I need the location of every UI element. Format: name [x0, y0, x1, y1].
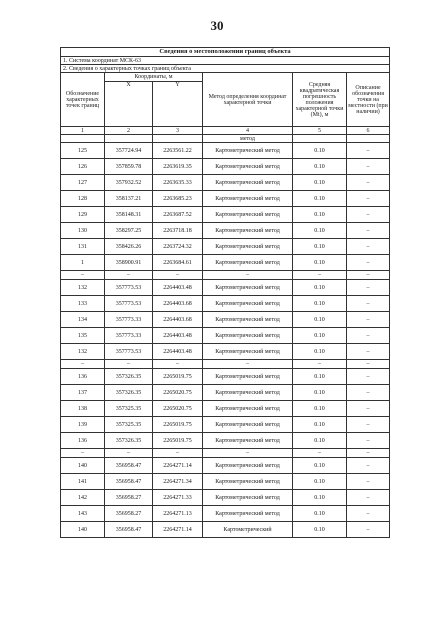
- method-cell: Картометрический метод: [203, 159, 293, 175]
- y-cell: 2264403.48: [153, 328, 203, 344]
- description-cell: –: [347, 385, 390, 401]
- table-row: [61, 474, 390, 490]
- y-cell: –: [153, 271, 203, 280]
- point-cell: 131: [61, 239, 105, 255]
- y-cell: 2264403.48: [153, 344, 203, 360]
- precision-cell: 0.10: [293, 296, 347, 312]
- point-cell: 138: [61, 401, 105, 417]
- header-designation: Обозначение характерных точек границ: [61, 73, 105, 127]
- table-row: [61, 223, 390, 239]
- precision-cell: 0.10: [293, 239, 347, 255]
- x-cell: 356958.27: [105, 490, 153, 506]
- table-row: [61, 239, 390, 255]
- y-cell: 2264403.48: [153, 280, 203, 296]
- method-cell: Картометрический метод: [203, 255, 293, 271]
- continuation-cell: [293, 135, 347, 143]
- continuation-cell: [347, 135, 390, 143]
- method-cell: Картометрический: [203, 522, 293, 538]
- continuation-method: метод: [203, 135, 293, 143]
- precision-cell: 0.10: [293, 159, 347, 175]
- table-row: [61, 328, 390, 344]
- precision-cell: –: [293, 271, 347, 280]
- header-x: X: [105, 82, 153, 127]
- y-cell: 2263561.22: [153, 143, 203, 159]
- point-cell: 132: [61, 280, 105, 296]
- description-cell: –: [347, 344, 390, 360]
- point-cell: 132: [61, 344, 105, 360]
- method-cell: Картометрический метод: [203, 344, 293, 360]
- method-cell: Картометрический метод: [203, 417, 293, 433]
- y-cell: 2264403.68: [153, 296, 203, 312]
- table-row: [61, 255, 390, 271]
- y-cell: 2263687.52: [153, 207, 203, 223]
- y-cell: 2264271.14: [153, 458, 203, 474]
- point-cell: 139: [61, 417, 105, 433]
- table-row: [61, 522, 390, 538]
- y-cell: 2265019.75: [153, 433, 203, 449]
- y-cell: 2263718.18: [153, 223, 203, 239]
- precision-cell: 0.10: [293, 417, 347, 433]
- description-cell: –: [347, 159, 390, 175]
- point-cell: –: [61, 360, 105, 369]
- method-cell: Картометрический метод: [203, 175, 293, 191]
- continuation-cell: [61, 135, 105, 143]
- point-cell: 1: [61, 255, 105, 271]
- precision-cell: 0.10: [293, 328, 347, 344]
- point-cell: 130: [61, 223, 105, 239]
- description-cell: –: [347, 328, 390, 344]
- table-row: [61, 458, 390, 474]
- header-description: Описание обозначения точки на местности (при наличии): [347, 73, 390, 127]
- header-y: Y: [153, 82, 203, 127]
- method-cell: Картометрический метод: [203, 280, 293, 296]
- x-cell: 358148.31: [105, 207, 153, 223]
- y-cell: 2265020.75: [153, 385, 203, 401]
- point-cell: 134: [61, 312, 105, 328]
- precision-cell: 0.10: [293, 223, 347, 239]
- y-cell: –: [153, 360, 203, 369]
- table-row: [61, 312, 390, 328]
- y-cell: 2265020.75: [153, 401, 203, 417]
- point-cell: 126: [61, 159, 105, 175]
- description-cell: –: [347, 401, 390, 417]
- x-cell: 358900.91: [105, 255, 153, 271]
- description-cell: –: [347, 223, 390, 239]
- description-cell: –: [347, 449, 390, 458]
- precision-cell: 0.10: [293, 175, 347, 191]
- table-row: [61, 175, 390, 191]
- precision-cell: 0.10: [293, 280, 347, 296]
- point-cell: –: [61, 271, 105, 280]
- table-row: [61, 207, 390, 223]
- point-cell: 135: [61, 328, 105, 344]
- point-cell: 136: [61, 369, 105, 385]
- separator-row: [61, 271, 390, 280]
- x-cell: 357326.35: [105, 433, 153, 449]
- header-precision: Средняя квадратическая погрешность положения характерной точки (Mt), м: [293, 73, 347, 127]
- precision-cell: 0.10: [293, 369, 347, 385]
- x-cell: 358426.26: [105, 239, 153, 255]
- y-cell: –: [153, 449, 203, 458]
- x-cell: 357932.52: [105, 175, 153, 191]
- precision-cell: 0.10: [293, 490, 347, 506]
- description-cell: –: [347, 417, 390, 433]
- description-cell: –: [347, 271, 390, 280]
- precision-cell: –: [293, 360, 347, 369]
- method-cell: Картометрический метод: [203, 401, 293, 417]
- point-cell: 125: [61, 143, 105, 159]
- point-cell: 129: [61, 207, 105, 223]
- y-cell: 2264271.33: [153, 490, 203, 506]
- description-cell: –: [347, 191, 390, 207]
- x-cell: –: [105, 271, 153, 280]
- method-cell: Картометрический метод: [203, 239, 293, 255]
- x-cell: 357325.35: [105, 401, 153, 417]
- precision-cell: 0.10: [293, 385, 347, 401]
- boundary-points-table: [60, 47, 390, 538]
- method-cell: Картометрический метод: [203, 385, 293, 401]
- column-number: 6: [347, 127, 390, 135]
- x-cell: 357773.33: [105, 328, 153, 344]
- description-cell: –: [347, 522, 390, 538]
- header-method: Метод определения координат характерной точки: [203, 73, 293, 127]
- precision-cell: –: [293, 449, 347, 458]
- x-cell: 357325.35: [105, 417, 153, 433]
- method-cell: Картометрический метод: [203, 191, 293, 207]
- header-coordinates: Координаты, м: [105, 73, 203, 82]
- table-row: [61, 433, 390, 449]
- table-row: [61, 417, 390, 433]
- table-row: [61, 385, 390, 401]
- description-cell: –: [347, 255, 390, 271]
- y-cell: 2265019.75: [153, 417, 203, 433]
- column-number: 1: [61, 127, 105, 135]
- method-cell: Картометрический метод: [203, 506, 293, 522]
- y-cell: 2263685.23: [153, 191, 203, 207]
- x-cell: 356958.47: [105, 474, 153, 490]
- x-cell: 357326.35: [105, 369, 153, 385]
- y-cell: 2264403.68: [153, 312, 203, 328]
- y-cell: 2264271.34: [153, 474, 203, 490]
- column-number: 2: [105, 127, 153, 135]
- point-cell: 136: [61, 433, 105, 449]
- description-cell: –: [347, 474, 390, 490]
- method-cell: Картометрический метод: [203, 369, 293, 385]
- precision-cell: 0.10: [293, 143, 347, 159]
- x-cell: 358297.25: [105, 223, 153, 239]
- y-cell: 2263724.32: [153, 239, 203, 255]
- precision-cell: 0.10: [293, 458, 347, 474]
- table-row: [61, 191, 390, 207]
- precision-cell: 0.10: [293, 191, 347, 207]
- point-cell: 140: [61, 522, 105, 538]
- x-cell: 357724.94: [105, 143, 153, 159]
- point-cell: 137: [61, 385, 105, 401]
- y-cell: 2265019.75: [153, 369, 203, 385]
- precision-cell: 0.10: [293, 474, 347, 490]
- x-cell: –: [105, 360, 153, 369]
- continuation-cell: [153, 135, 203, 143]
- method-cell: Картометрический метод: [203, 474, 293, 490]
- column-number: 4: [203, 127, 293, 135]
- precision-cell: 0.10: [293, 401, 347, 417]
- method-cell: Картометрический метод: [203, 223, 293, 239]
- point-cell: –: [61, 449, 105, 458]
- description-cell: –: [347, 433, 390, 449]
- x-cell: 357773.53: [105, 344, 153, 360]
- x-cell: 356958.47: [105, 458, 153, 474]
- table-row: [61, 344, 390, 360]
- method-cell: –: [203, 271, 293, 280]
- y-cell: 2264271.14: [153, 522, 203, 538]
- method-cell: –: [203, 360, 293, 369]
- point-cell: 141: [61, 474, 105, 490]
- y-cell: 2264271.13: [153, 506, 203, 522]
- description-cell: –: [347, 296, 390, 312]
- method-cell: Картометрический метод: [203, 458, 293, 474]
- table-row: [61, 490, 390, 506]
- separator-row: [61, 360, 390, 369]
- coordinate-system: 1. Система координат МСК-63: [61, 57, 390, 65]
- column-number: 3: [153, 127, 203, 135]
- table-row: [61, 401, 390, 417]
- table-row: [61, 369, 390, 385]
- description-cell: –: [347, 490, 390, 506]
- x-cell: 356958.27: [105, 506, 153, 522]
- x-cell: –: [105, 449, 153, 458]
- method-cell: Картометрический метод: [203, 328, 293, 344]
- table-row: [61, 143, 390, 159]
- description-cell: –: [347, 312, 390, 328]
- description-cell: –: [347, 239, 390, 255]
- point-cell: 143: [61, 506, 105, 522]
- precision-cell: 0.10: [293, 255, 347, 271]
- page-number: 30: [210, 18, 224, 33]
- description-cell: –: [347, 143, 390, 159]
- separator-row: [61, 449, 390, 458]
- x-cell: 357859.78: [105, 159, 153, 175]
- point-cell: 142: [61, 490, 105, 506]
- x-cell: 358137.21: [105, 191, 153, 207]
- continuation-cell: [105, 135, 153, 143]
- method-cell: Картометрический метод: [203, 207, 293, 223]
- precision-cell: 0.10: [293, 344, 347, 360]
- method-cell: Картометрический метод: [203, 433, 293, 449]
- description-cell: –: [347, 360, 390, 369]
- table-row: [61, 296, 390, 312]
- method-cell: Картометрический метод: [203, 143, 293, 159]
- table-body: [61, 143, 390, 538]
- point-cell: 140: [61, 458, 105, 474]
- table-row: [61, 506, 390, 522]
- precision-cell: 0.10: [293, 312, 347, 328]
- table-row: [61, 159, 390, 175]
- description-cell: –: [347, 175, 390, 191]
- precision-cell: 0.10: [293, 207, 347, 223]
- method-cell: Картометрический метод: [203, 296, 293, 312]
- description-cell: –: [347, 207, 390, 223]
- y-cell: 2263635.33: [153, 175, 203, 191]
- point-cell: 127: [61, 175, 105, 191]
- y-cell: 2263684.61: [153, 255, 203, 271]
- table-title: Сведения о местоположении границ объекта: [61, 48, 390, 57]
- section-title: 2. Сведения о характерных точках границ объекта: [61, 65, 390, 73]
- column-number: 5: [293, 127, 347, 135]
- method-cell: –: [203, 449, 293, 458]
- method-cell: Картометрический метод: [203, 312, 293, 328]
- description-cell: –: [347, 369, 390, 385]
- precision-cell: 0.10: [293, 433, 347, 449]
- x-cell: 357773.53: [105, 296, 153, 312]
- precision-cell: 0.10: [293, 522, 347, 538]
- description-cell: –: [347, 458, 390, 474]
- x-cell: 357326.35: [105, 385, 153, 401]
- description-cell: –: [347, 280, 390, 296]
- y-cell: 2263619.35: [153, 159, 203, 175]
- precision-cell: 0.10: [293, 506, 347, 522]
- x-cell: 356958.47: [105, 522, 153, 538]
- point-cell: 128: [61, 191, 105, 207]
- x-cell: 357773.53: [105, 280, 153, 296]
- method-cell: Картометрический метод: [203, 490, 293, 506]
- description-cell: –: [347, 506, 390, 522]
- point-cell: 133: [61, 296, 105, 312]
- x-cell: 357773.33: [105, 312, 153, 328]
- table-row: [61, 280, 390, 296]
